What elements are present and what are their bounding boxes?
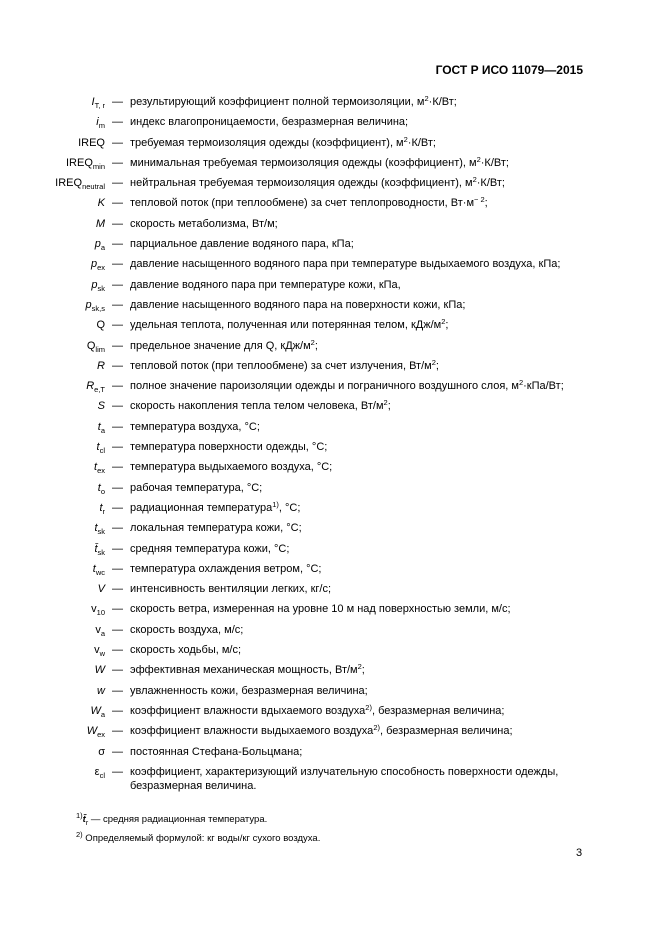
definition-row	[0, 440, 661, 460]
definition-text: температура выдыхаемого воздуха, °С;	[130, 461, 333, 474]
definition-symbol: R	[97, 359, 105, 372]
definition-symbol: $W_a$	[90, 704, 105, 719]
definition-text: скорость ветра, измеренная на уровне 10 м над поверхностью земли, м/с;	[130, 603, 511, 616]
definition-dash: —	[112, 156, 123, 169]
definition-symbol: Q	[96, 319, 105, 332]
definition-symbol: $\varepsilon_{cl}$	[94, 765, 105, 780]
definition-row	[0, 196, 661, 216]
definition-symbol: W	[94, 664, 105, 677]
definition-dash: —	[112, 217, 123, 230]
definition-dash: —	[112, 542, 123, 555]
definition-dash: —	[112, 116, 123, 129]
definition-dash: —	[112, 238, 123, 251]
definition-text: давление насыщенного водяного пара при температуре выдыхаемого воздуха, кПа;	[130, 258, 561, 271]
definition-symbol: $R_{e,T}$	[86, 380, 105, 395]
definition-row	[0, 318, 661, 338]
definition-text: коэффициент, характеризующий излучательную способность поверхности одежды, безразмерная величина.	[130, 765, 559, 792]
definition-text: коэффициент влажности выдыхаемого воздуха$^{2)}$, безразмерная величина;	[130, 723, 513, 738]
definition-text: полное значение пароизоляции одежды и пограничного воздушного слоя, $м^2\cdot кПа/Вт$;	[130, 378, 564, 393]
definition-row	[0, 278, 661, 298]
definition-symbol: $t_o$	[97, 481, 105, 496]
definition-text: индекс влагопроницаемости, безразмерная величина;	[130, 116, 409, 129]
definition-text: предельное значение для Q, кДж/$м^2$;	[130, 337, 318, 352]
definition-row	[0, 136, 661, 156]
definition-text: скорость воздуха, м/с;	[130, 623, 244, 636]
definition-symbol: $p_{ex}$	[90, 258, 105, 273]
definition-symbol: $W_{ex}$	[86, 725, 105, 740]
definition-text: скорость метаболизма, Вт/м;	[130, 217, 278, 230]
definition-dash: —	[112, 562, 123, 575]
definition-row	[0, 156, 661, 176]
definition-symbol: $v_{10}$	[91, 603, 105, 618]
symbol-definitions	[0, 95, 661, 805]
definition-row	[0, 501, 661, 521]
definition-row	[0, 379, 661, 399]
definition-row	[0, 562, 661, 582]
definition-text: минимальная требуемая термоизоляция одежды (коэффициент), $м^2\cdot К/Вт$;	[130, 154, 509, 169]
definition-dash: —	[112, 420, 123, 433]
definition-text: температура воздуха, °С;	[130, 420, 260, 433]
definition-dash: —	[112, 664, 123, 677]
definition-row	[0, 643, 661, 663]
definition-text: температура охлаждения ветром, °С;	[130, 562, 322, 575]
definition-text: рабочая температура, °С;	[130, 481, 263, 494]
definition-dash: —	[112, 684, 123, 697]
definition-dash: —	[112, 380, 123, 393]
definition-symbol: $t_{cl}$	[96, 441, 105, 456]
definition-dash: —	[112, 644, 123, 657]
definition-symbol: $t_{wc}$	[92, 562, 105, 577]
definition-symbol: $IREQ_{neutral}$	[55, 177, 105, 192]
definition-symbol: $t_r$	[99, 501, 105, 516]
definition-row	[0, 724, 661, 744]
definition-dash: —	[112, 704, 123, 717]
definition-row	[0, 420, 661, 440]
definition-row	[0, 217, 661, 237]
definition-text: удельная теплота, полученная или потерянная телом, кДж/$м^2$;	[130, 317, 449, 332]
page-number: 3	[576, 847, 583, 859]
definition-text: радиационная температура$^{1)}$, °С;	[130, 499, 301, 514]
definition-symbol: $t_{ex}$	[94, 461, 105, 476]
definition-text: нейтральная требуемая термоизоляция одежды (коэффициент), $м^2\cdot К/Вт$;	[130, 175, 505, 190]
definition-row	[0, 257, 661, 277]
definition-dash: —	[112, 583, 123, 596]
definition-text: тепловой поток (при теплообмене) за счет излучения, $Вт/м^2$;	[130, 357, 439, 372]
definition-text: скорость накопления тепла телом человека, $Вт/м^2$;	[130, 398, 391, 413]
definition-row	[0, 298, 661, 318]
definition-text: температура поверхности одежды, °С;	[130, 441, 328, 454]
definition-row	[0, 359, 661, 379]
definition-dash: —	[112, 197, 123, 210]
definition-symbol: $p_{sk,s}$	[85, 298, 105, 313]
definition-symbol: V	[97, 583, 105, 596]
definition-symbol: $p_{sk}$	[91, 278, 105, 293]
definition-dash: —	[112, 522, 123, 535]
definition-text: давление насыщенного водяного пара на поверхности кожи, кПа;	[130, 298, 466, 311]
definition-row	[0, 95, 661, 115]
definition-dash: —	[112, 298, 123, 311]
definition-symbol: K	[97, 197, 105, 210]
definition-dash: —	[112, 319, 123, 332]
definition-dash: —	[112, 745, 123, 758]
definition-text: коэффициент влажности вдыхаемого воздуха$^{2)}$, безразмерная величина;	[130, 702, 505, 717]
definition-symbol: $t_a$	[97, 420, 105, 435]
definition-dash: —	[112, 278, 123, 291]
footnotes	[76, 812, 320, 846]
definition-row	[0, 176, 661, 196]
definition-text: увлажненность кожи, безразмерная величина;	[130, 684, 368, 697]
definition-dash: —	[112, 461, 123, 474]
definition-row	[0, 339, 661, 359]
definition-dash: —	[112, 725, 123, 738]
definition-dash: —	[112, 441, 123, 454]
footnote: $^{1)}t̄_r$ — средняя радиационная температура.	[76, 811, 268, 827]
definition-row	[0, 237, 661, 257]
definition-symbol: $i_m$	[96, 116, 105, 131]
definition-row	[0, 542, 661, 562]
definition-row	[0, 684, 661, 704]
definition-symbol: IREQ	[78, 136, 105, 149]
definition-row	[0, 481, 661, 501]
definition-text: давление водяного пара при температуре кожи, кПа,	[130, 278, 401, 291]
definition-dash: —	[112, 603, 123, 616]
definition-symbol: M	[95, 217, 105, 230]
definition-row	[0, 745, 661, 765]
definition-dash: —	[112, 501, 123, 514]
definition-symbol: $v_w$	[94, 644, 105, 659]
definition-dash: —	[112, 359, 123, 372]
definition-row	[0, 115, 661, 135]
definition-row	[0, 521, 661, 541]
definition-text: постоянная Стефана-Больцмана;	[130, 745, 303, 758]
definition-text: результирующий коэффициент полной термоизоляции, $м^2\cdot К/Вт$;	[130, 94, 457, 108]
definition-text: средняя температура кожи, °С;	[130, 542, 290, 555]
definition-dash: —	[112, 339, 123, 352]
definition-row	[0, 399, 661, 419]
definition-text: эффективная механическая мощность, $Вт/м^2$;	[130, 662, 365, 677]
definition-row	[0, 460, 661, 480]
definition-dash: —	[112, 481, 123, 494]
definition-text: локальная температура кожи, °С;	[130, 522, 302, 535]
definition-dash: —	[112, 400, 123, 413]
definition-symbol: $t_{sk}$	[94, 522, 105, 537]
definition-symbol: $t̄_{sk}$	[94, 542, 105, 557]
definition-dash: —	[112, 136, 123, 149]
definition-dash: —	[112, 623, 123, 636]
definition-dash: —	[112, 765, 123, 778]
definition-text: скорость ходьбы, м/с;	[130, 644, 242, 657]
definition-text: интенсивность вентиляции легких, кг/с;	[130, 583, 332, 596]
footnote: $^{2)}$ Определяемый формулой: кг воды/кг сухого воздуха.	[76, 829, 321, 844]
definition-symbol: $p_a$	[94, 238, 105, 253]
definition-row	[0, 765, 661, 805]
definition-symbol: S	[97, 400, 105, 413]
definition-row	[0, 602, 661, 622]
definition-symbol: $IREQ_{min}$	[66, 156, 105, 171]
definition-text: требуемая термоизоляция одежды (коэффициент), $м^2\cdot К/Вт$;	[130, 134, 436, 149]
definition-symbol: w	[97, 684, 105, 697]
definition-row	[0, 623, 661, 643]
definition-dash: —	[112, 258, 123, 271]
definition-symbol: $v_a$	[95, 623, 105, 638]
definition-symbol: $I_{T, r}$	[91, 96, 105, 110]
definition-symbol: $Q_{lim}$	[86, 339, 105, 354]
definition-symbol: σ	[98, 745, 105, 758]
document-header: ГОСТ Р ИСО 11079—2015	[435, 63, 583, 77]
definition-dash: —	[112, 96, 123, 108]
definition-row	[0, 704, 661, 724]
definition-dash: —	[112, 177, 123, 190]
definition-row	[0, 663, 661, 683]
definition-row	[0, 582, 661, 602]
definition-text: парциальное давление водяного пара, кПа;	[130, 238, 354, 251]
definition-text: тепловой поток (при теплообмене) за счет теплопроводности, $Вт\cdot м^{- 2}$;	[130, 195, 488, 210]
